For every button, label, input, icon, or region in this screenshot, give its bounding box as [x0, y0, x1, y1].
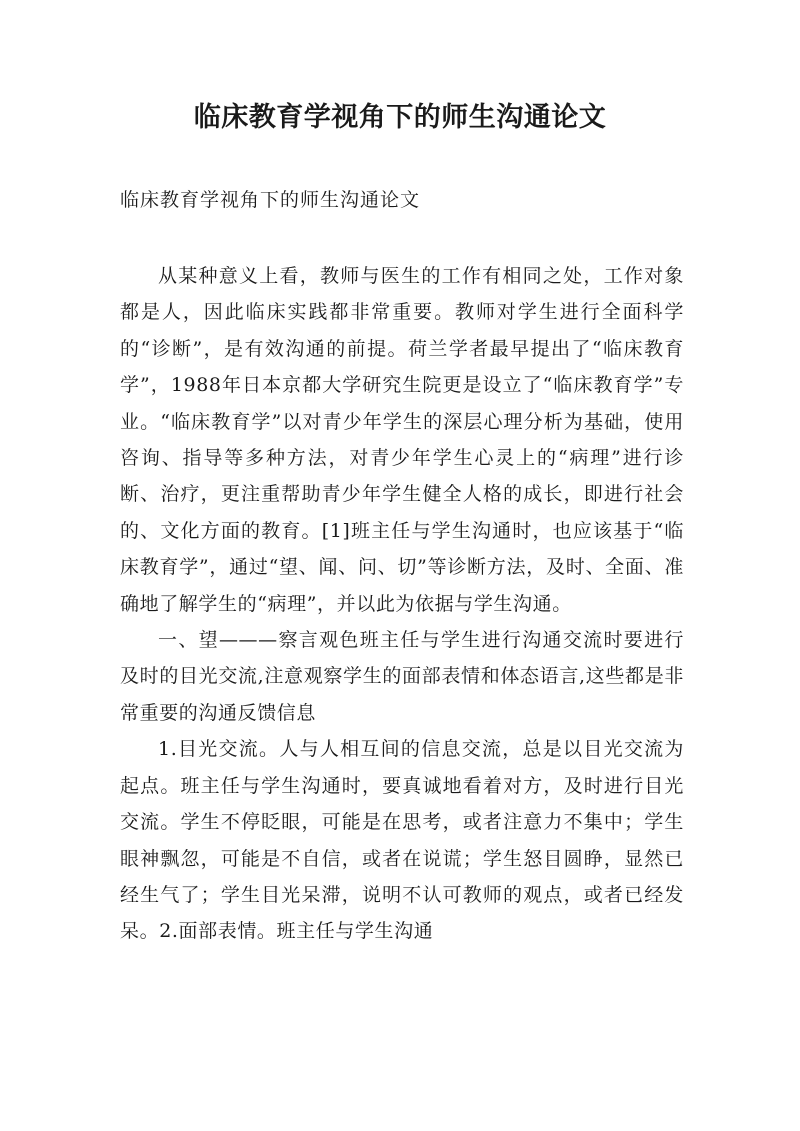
document-subtitle: 临床教育学视角下的师生沟通论文	[120, 189, 421, 211]
document-title: 临床教育学视角下的师生沟通论文	[193, 102, 607, 133]
paragraph-eye-contact: 1.目光交流。人与人相互间的信息交流，总是以目光交流为起点。班主任与学生沟通时，要真诚地看着对方，及时进行目光交流。学生不停眨眼，可能是在思考，或者注意力不集中；学生眼神飘忽，可能是不自信，或者在说谎；学生怒目圆睁，显然已经生气了；学生目光呆滞，说明不认可教师的观点，或者已经发呆。2.面部表情。班主任与学生沟通	[120, 738, 684, 943]
document-body	[120, 258, 684, 950]
paragraph-intro: 从某种意义上看，教师与医生的工作有相同之处，工作对象都是人，因此临床实践都非常重要。教师对学生进行全面科学的“诊断”，是有效沟通的前提。荷兰学者最早提出了“临床教育学”，1988年日本京都大学研究生院更是设立了“临床教育学”专业。“临床教育学”以对青少年学生的深层心理分析为基础，使用咨询、指导等多种方法，对青少年学生心灵上的“病理”进行诊断、治疗，更注重帮助青少年学生健全人格的成长，即进行社会的、文化方面的教育。[1]班主任与学生沟通时，也应该基于“临床教育学”，通过“望、闻、问、切”等诊断方法，及时、全面、准确地了解学生的“病理”，并以此为依据与学生沟通。	[120, 265, 684, 615]
paragraph-section-one-heading: 一、望———察言观色班主任与学生进行沟通交流时要进行及时的目光交流,注意观察学生的面部表情和体态语言,这些都是非常重要的沟通反馈信息	[120, 629, 684, 724]
